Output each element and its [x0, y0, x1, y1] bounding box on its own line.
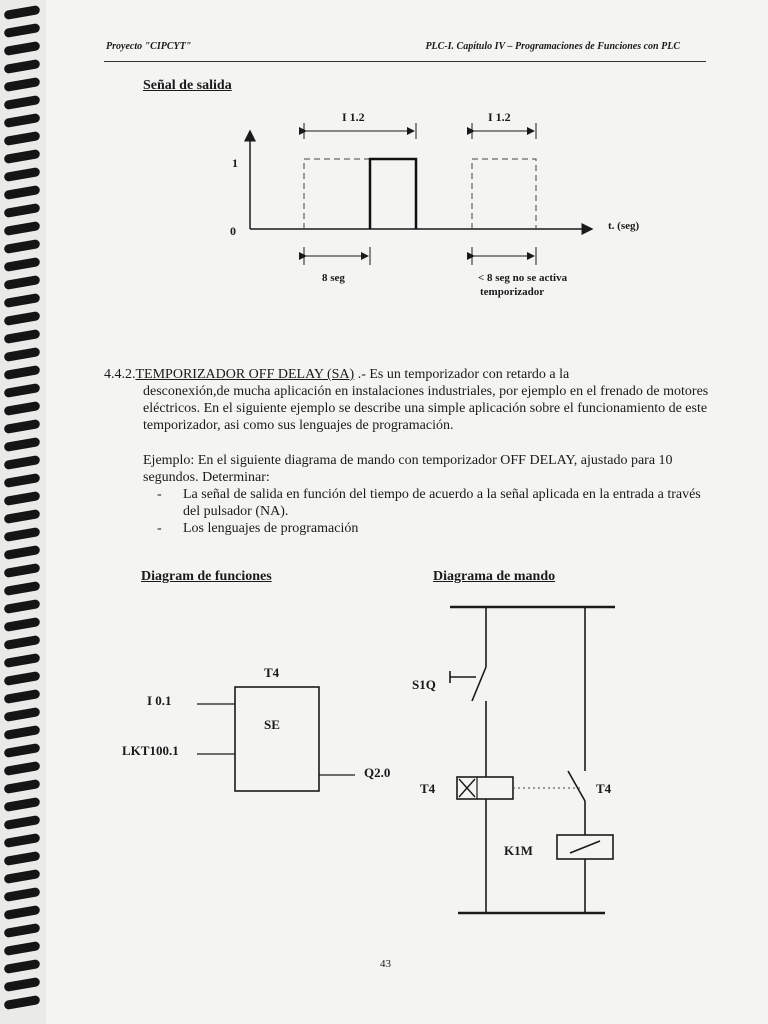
- bullet-marker: -: [157, 487, 162, 502]
- control-diagram-title: Diagrama de mando: [433, 569, 556, 584]
- function-block-diagram: [100, 655, 420, 815]
- section-heading: [104, 366, 664, 383]
- pushbutton-contact: [472, 667, 486, 701]
- duration-label: 8 seg: [322, 272, 345, 284]
- x-axis-label: t. (seg): [608, 220, 640, 232]
- block-type: SE: [264, 717, 280, 732]
- note-line-1: < 8 seg no se activa: [478, 272, 568, 284]
- note-line-2: temporizador: [480, 286, 545, 298]
- header-project: Proyecto "CIPCYT": [106, 41, 192, 52]
- output-label: Q2.0: [364, 765, 391, 780]
- section-title-suffix: .- Es un temporizador con retardo a la: [354, 367, 570, 382]
- bullet-text: La señal de salida en función del tiempo de acuerdo a la señal aplicada en la entrada a través del pulsador (NA).: [183, 487, 701, 519]
- bullet-text: Los lenguajes de programación: [183, 521, 359, 536]
- input-2-label: LKT100.1: [122, 743, 179, 758]
- y-high-label: 1: [232, 156, 238, 170]
- output-signal-title: Señal de salida: [143, 78, 232, 93]
- header-chapter: PLC-I. Capítulo IV – Programaciones de Funciones con PLC: [425, 41, 680, 52]
- timer-contact-label: T4: [596, 781, 612, 796]
- timer-coil-label: T4: [420, 781, 436, 796]
- section-paragraph-1: desconexión,de mucha aplicación en instalaciones industriales, por ejemplo en el frenado de motores eléctricos. En el siguiente ejemplo se describe una simple aplicación sobre el funcionamiento de este temporizador, asi como sus lenguajes de programación.: [143, 384, 709, 433]
- timer-coil: [457, 777, 513, 799]
- section-number: 4.4.2.: [104, 367, 136, 382]
- bullet-item: [157, 486, 703, 520]
- page-number: 43: [380, 958, 391, 970]
- span-label-1: I 1.2: [342, 110, 365, 124]
- block-name: T4: [264, 665, 280, 680]
- function-diagram-title: Diagram de funciones: [141, 569, 272, 584]
- bullet-item: [157, 520, 703, 537]
- pushbutton-actuator: [450, 671, 476, 683]
- input-pulse-1: [304, 159, 416, 229]
- section-title: TEMPORIZADOR OFF DELAY (SA): [135, 367, 355, 382]
- span-label-2: I 1.2: [488, 110, 511, 124]
- bullet-marker: -: [157, 521, 162, 536]
- timer-block: [235, 687, 319, 791]
- y-low-label: 0: [230, 224, 236, 238]
- timer-contact: [568, 771, 585, 801]
- input-pulse-2: [472, 159, 536, 229]
- switch-label: S1Q: [412, 677, 436, 692]
- output-pulse: [370, 159, 416, 229]
- input-1-label: I 0.1: [147, 693, 172, 708]
- timer-coil-mark: [459, 779, 475, 797]
- relay-label: K1M: [504, 843, 533, 858]
- output-signal-diagram: [220, 105, 660, 305]
- spiral-binding: [0, 0, 46, 1024]
- section-paragraph-2: Ejemplo: En el siguiente diagrama de mando con temporizador OFF DELAY, ajustado para 10 segundos. Determinar:: [143, 453, 673, 485]
- header-rule: [104, 61, 706, 62]
- control-ladder-diagram: [400, 595, 640, 925]
